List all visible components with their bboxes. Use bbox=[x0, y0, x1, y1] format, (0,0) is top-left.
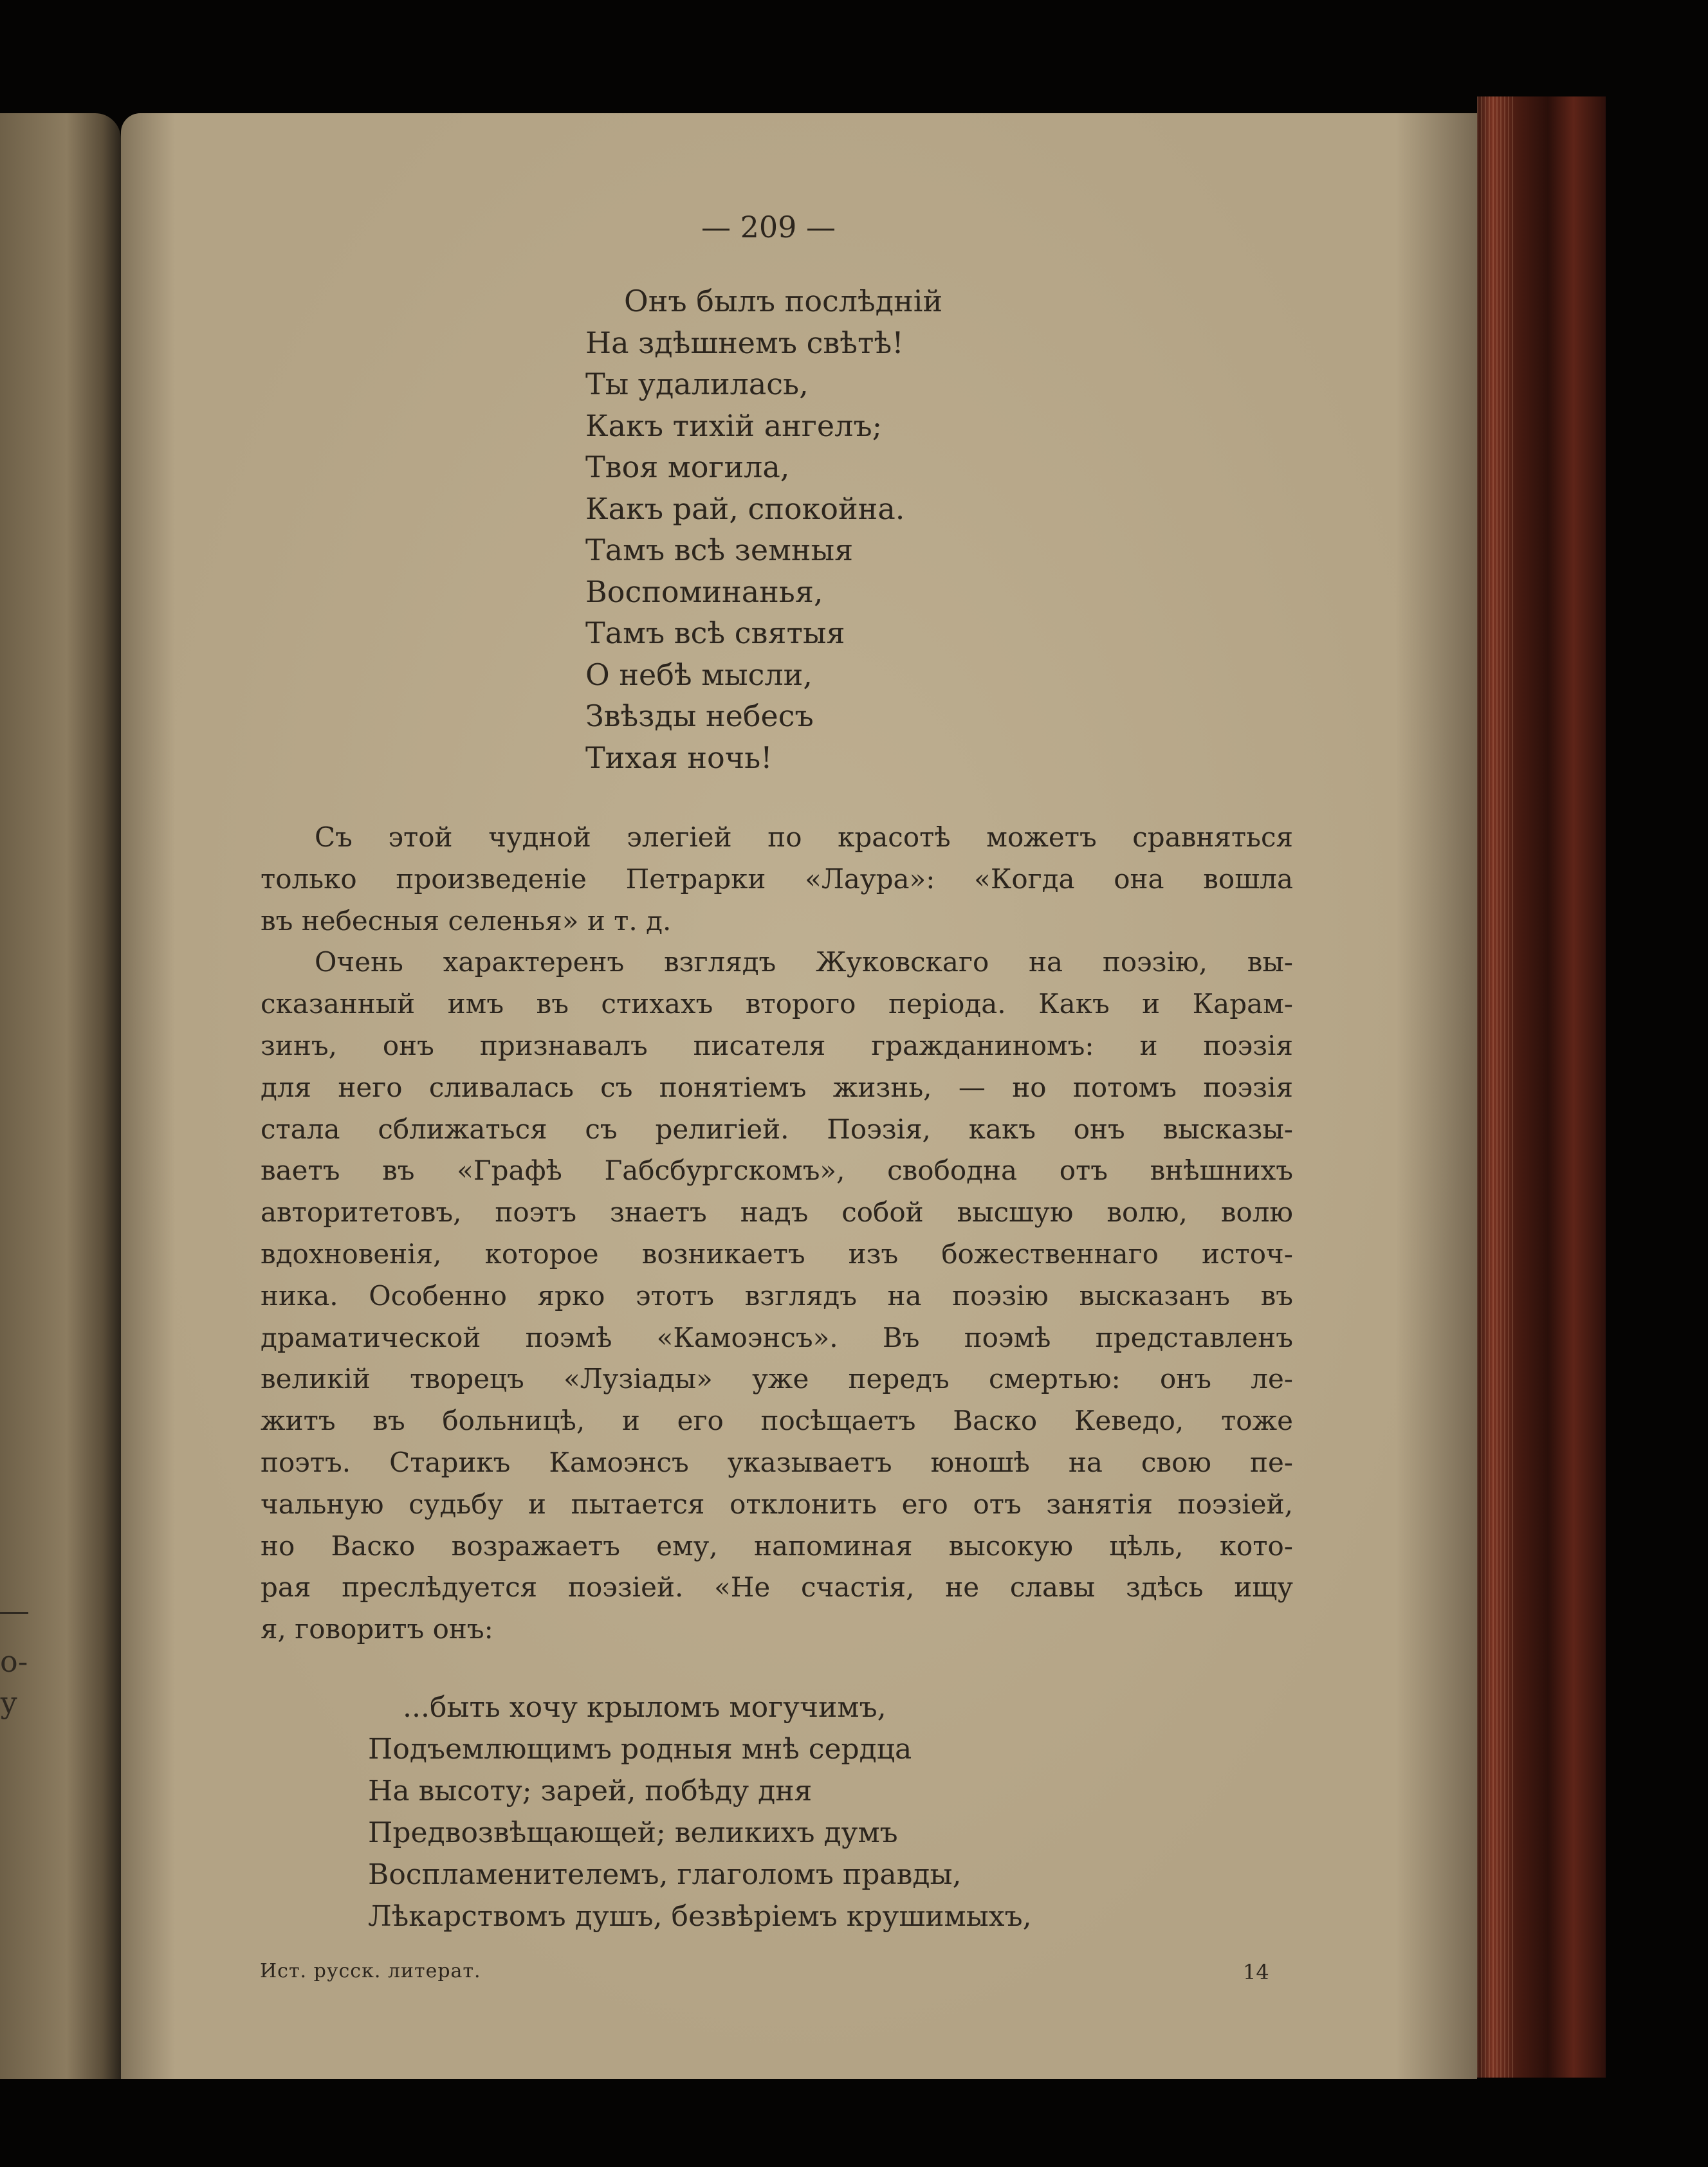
verse-line: Воспламенителемъ, глаголомъ правды, bbox=[368, 1858, 962, 1891]
paragraph-line: Съ этой чудной элегіей по красотѣ можетъ сравняться bbox=[315, 821, 1293, 853]
paragraph-line: въ небесныя селенья» и т. д. bbox=[261, 904, 672, 937]
paragraph-line: авторитетовъ, поэтъ знаетъ надъ собой высшую волю, волю bbox=[261, 1196, 1293, 1229]
paragraph-line: вдохновенія, которое возникаетъ изъ божественнаго источ- bbox=[261, 1238, 1293, 1270]
paragraph-line: ваетъ въ «Графѣ Габсбургскомъ», свободна отъ внѣшнихъ bbox=[261, 1155, 1293, 1187]
poem-line: Тамъ всѣ святыя bbox=[585, 616, 845, 650]
poem-line: Воспоминанья, bbox=[585, 574, 823, 609]
verse-line: Подъемлющимъ родныя мнѣ сердца bbox=[368, 1733, 912, 1766]
paragraph-line: я, говоритъ онъ: bbox=[261, 1613, 493, 1645]
verse-line: Лѣкарствомъ душъ, безвѣріемъ крушимыхъ, bbox=[368, 1900, 1032, 1933]
paragraph-line: только произведеніе Петрарки «Лаура»: «Когда она вошла bbox=[261, 863, 1293, 895]
prose-body bbox=[261, 817, 1293, 1650]
paragraph-line: но Васко возражаетъ ему, напоминая высокую цѣль, кото- bbox=[261, 1530, 1293, 1562]
poem-line: Тамъ всѣ земныя bbox=[585, 533, 854, 567]
paragraph-line: драматической поэмѣ «Камоэнсъ». Въ поэмѣ представленъ bbox=[261, 1321, 1293, 1353]
previous-page-edge bbox=[0, 113, 121, 2079]
paragraph-line: ника. Особенно ярко этотъ взглядъ на поэзію высказанъ въ bbox=[261, 1279, 1293, 1312]
paragraph-line: чальную судьбу и пытается отклонить его отъ занятія поэзіей, bbox=[261, 1488, 1293, 1520]
quoted-verse bbox=[368, 1687, 1032, 1937]
poem-line: Ты удалилась, bbox=[585, 367, 809, 401]
footer-signature: Ист. русск. литерат. bbox=[260, 1960, 481, 1982]
previous-page-text-fragment: у bbox=[0, 1685, 18, 1720]
paragraph-line: великій творецъ «Лузіады» уже передъ смертью: онъ ле- bbox=[261, 1363, 1293, 1395]
poem-line: На здѣшнемъ свѣтѣ! bbox=[585, 325, 904, 360]
paragraph-line: стала сближаться съ религіей. Поэзія, какъ онъ высказы- bbox=[261, 1113, 1293, 1145]
verse-line: Предвозвѣщающей; великихъ думъ bbox=[368, 1816, 898, 1849]
poem-line: Твоя могила, bbox=[585, 450, 790, 484]
previous-page-text-fragment: о- bbox=[0, 1644, 28, 1679]
poem-line: О небѣ мысли, bbox=[585, 657, 813, 692]
poem-line: Какъ тихій ангелъ; bbox=[585, 408, 883, 443]
poem-stanza bbox=[585, 280, 942, 778]
page-number: — 209 — bbox=[701, 210, 836, 244]
previous-page-rule bbox=[0, 1612, 28, 1614]
paragraph-line: зинъ, онъ признавалъ писателя гражданиномъ: и поэзія bbox=[261, 1029, 1293, 1061]
footer-sheet-number: 14 bbox=[1243, 1960, 1269, 1984]
paragraph-line: для него сливалась съ понятіемъ жизнь, — но потомъ поэзія bbox=[261, 1071, 1293, 1103]
paragraph-line: рая преслѣдуется поэзіей. «Не счастія, не славы здѣсь ищу bbox=[261, 1571, 1293, 1604]
paragraph-line: житъ въ больницѣ, и его посѣщаетъ Васко Кеведо, тоже bbox=[261, 1405, 1293, 1437]
paragraph-line: сказанный имъ въ стихахъ второго періода. Какъ и Карам- bbox=[261, 988, 1293, 1020]
verse-line: На высоту; зарей, побѣду дня bbox=[368, 1775, 813, 1807]
verse-line: ...быть хочу крыломъ могучимъ, bbox=[403, 1691, 886, 1724]
paragraph-line: поэтъ. Старикъ Камоэнсъ указываетъ юношѣ на свою пе- bbox=[261, 1446, 1293, 1478]
poem-line: Какъ рай, спокойна. bbox=[585, 491, 905, 526]
poem-line: Звѣзды небесъ bbox=[585, 699, 814, 733]
book-page-edge-lines bbox=[1477, 96, 1516, 2078]
poem-line: Тихая ночь! bbox=[585, 740, 773, 775]
paragraph-line: Очень характеренъ взглядъ Жуковскаго на поэзію, вы- bbox=[315, 946, 1293, 978]
poem-line: Онъ былъ послѣдній bbox=[624, 284, 943, 318]
